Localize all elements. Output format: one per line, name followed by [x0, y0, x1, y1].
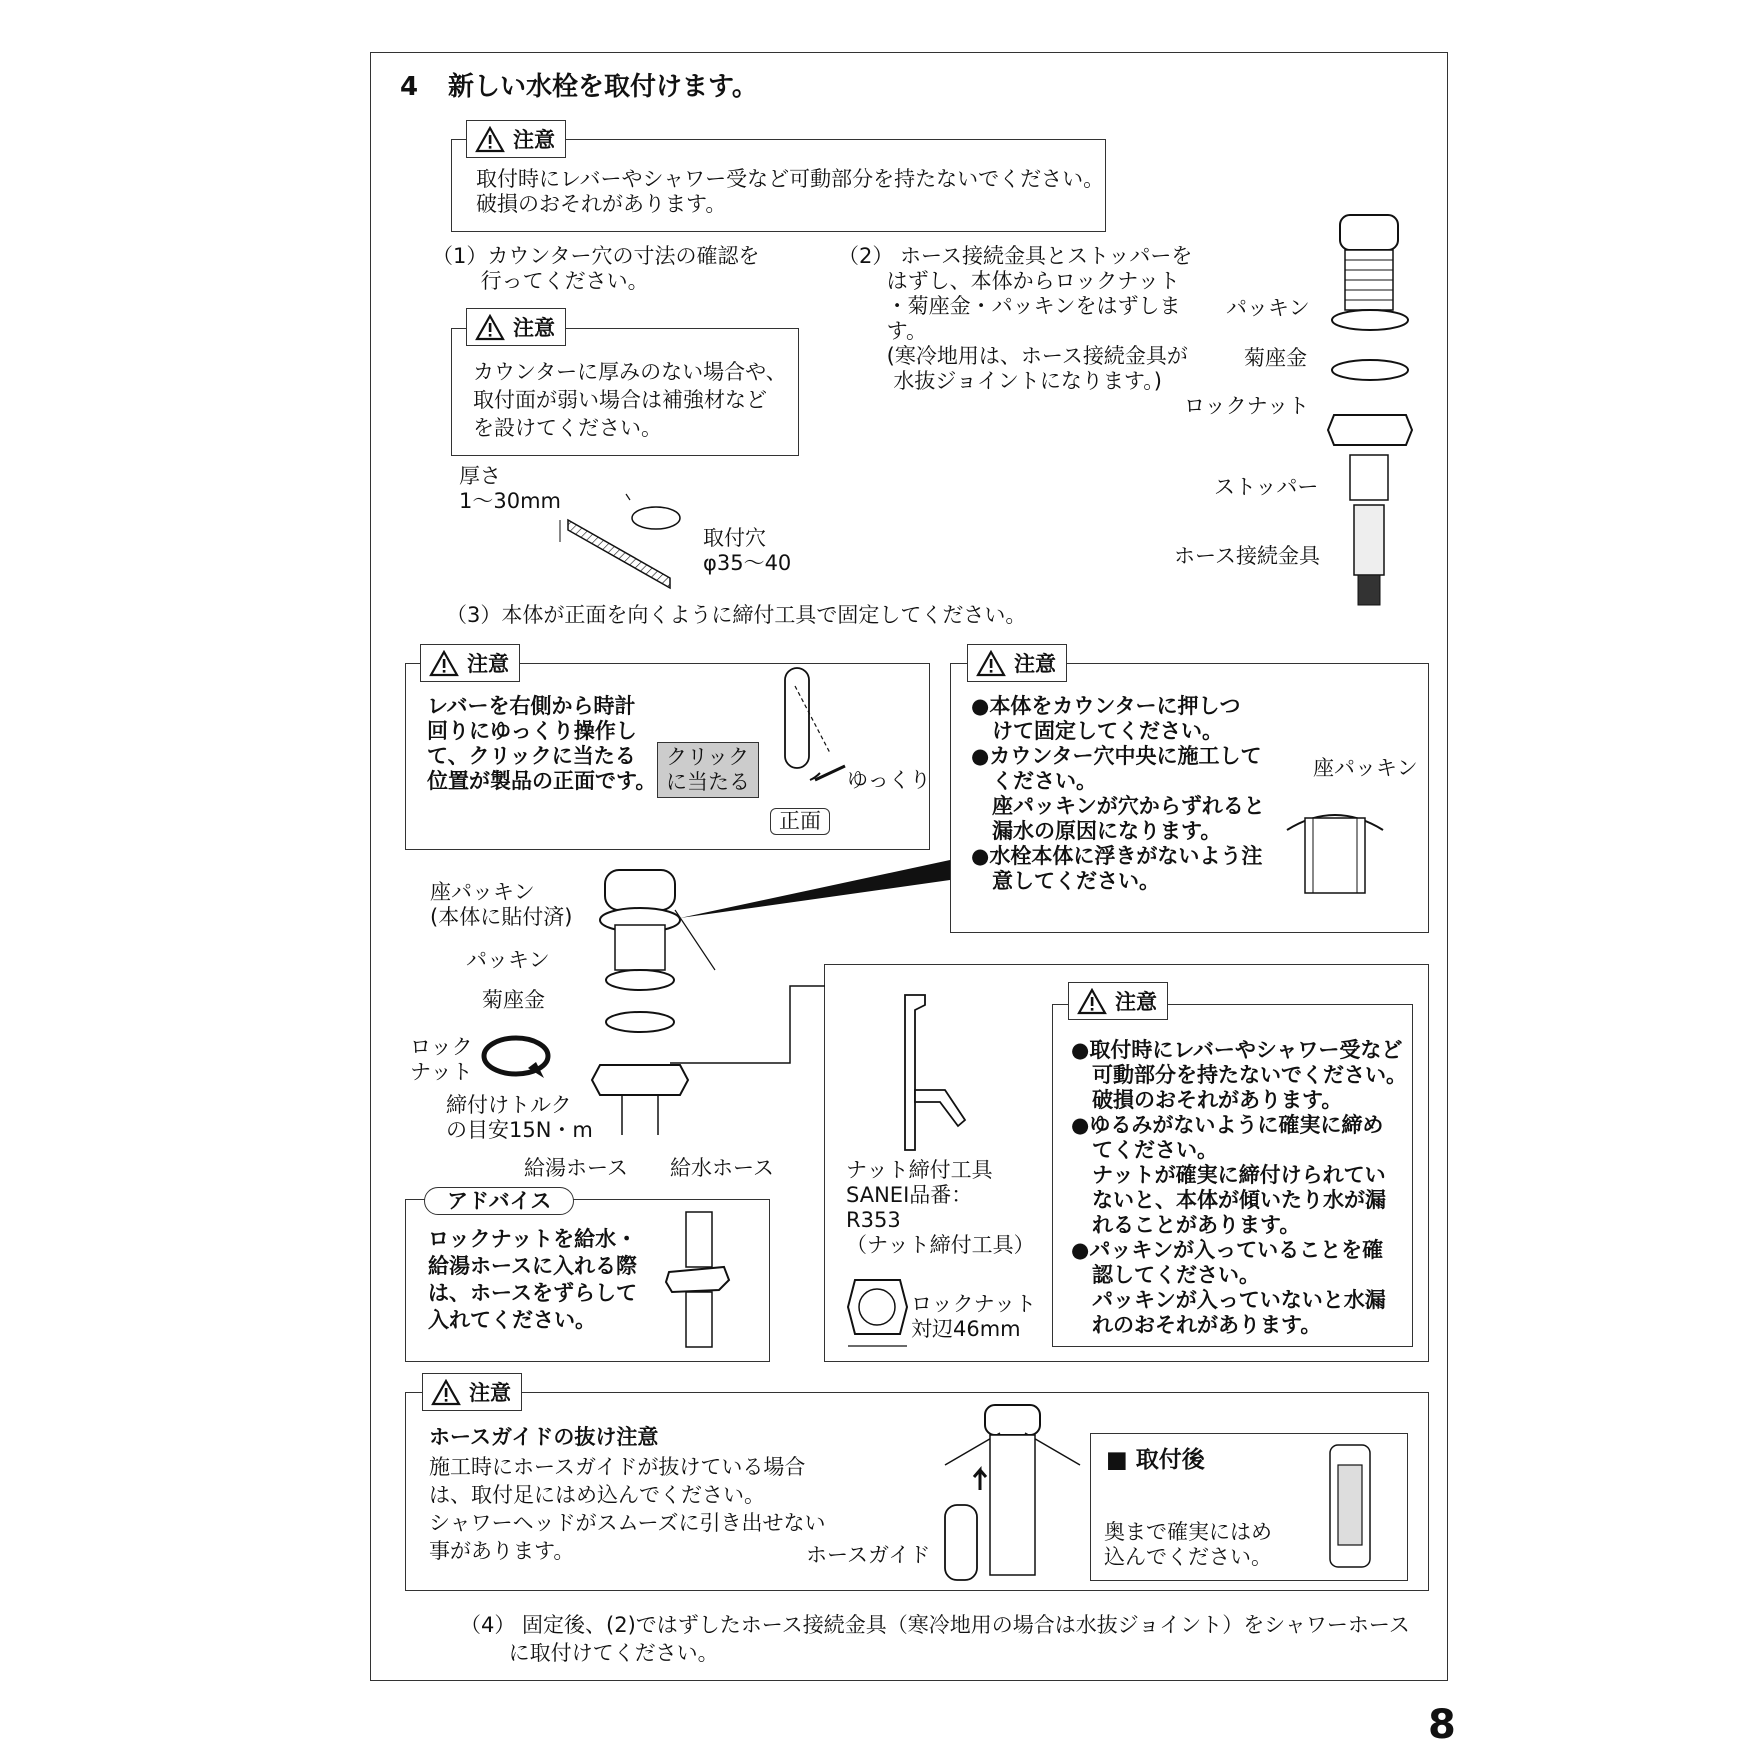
part-label-locknut: ロックナット	[1184, 394, 1310, 418]
wrench-tool-icon	[880, 990, 980, 1160]
page-number: 8	[1428, 1702, 1456, 1748]
after-install-title: ■ 取付後	[1106, 1447, 1205, 1473]
hex-nut-icon	[845, 1272, 910, 1352]
caution-body-tag	[967, 644, 1067, 682]
caution-tool-text: ●取付時にレバーやシャワー受など 可動部分を持たないでください。 破損のおそれがあります。 ●ゆるみがないように確実に締め てください。 ナットが確実に締付けられてい ないと、本体が傾いたり水が漏 れることがあります。 ●パッキンが入っていることを確 認してください。 パッキンが入っていないと水漏 れのおそれがあります。	[1071, 1038, 1407, 1337]
assembly-seat-packing-label: 座パッキン (本体に貼付済)	[430, 880, 573, 929]
caution-label: 注意	[513, 316, 555, 340]
caution-step1-tag	[466, 308, 566, 346]
cold-hose-label: 給水ホース	[670, 1156, 774, 1180]
hole-label: 取付穴 φ35〜40	[703, 526, 792, 575]
step2-text: （2） ホース接続金具とストッパーを はずし、本体からロックナット ・菊座金・パッキンをはずしま す。 (寒冷地用は、ホース接続金具が 水抜ジョイントになります。)	[838, 244, 1193, 393]
rotate-arrow-icon	[478, 1032, 558, 1084]
tool-name-label: ナット締付工具 SANEI品番： R353 （ナット締付工具）	[846, 1158, 1035, 1257]
seat-packing-label: 座パッキン	[1313, 756, 1418, 780]
hot-hose-label: 給湯ホース	[524, 1156, 628, 1180]
seat-packing-diagram	[1285, 800, 1385, 895]
warning-icon	[429, 650, 459, 677]
caution-label: 注意	[1014, 652, 1056, 676]
caution-lever-tag	[420, 644, 520, 682]
hose-guide-diagram	[940, 1405, 1085, 1585]
caution-step1-text: カウンターに厚みのない場合や、 取付面が弱い場合は補強材など を設けてください。	[473, 360, 787, 440]
counter-hole-diagram	[560, 490, 700, 600]
caution-label: 注意	[469, 1381, 511, 1405]
step1-text: （1）カウンター穴の寸法の確認を 行ってください。	[432, 244, 760, 293]
assembly-locknut-label: ロック ナット	[410, 1035, 473, 1084]
thickness-label: 厚さ 1〜30mm	[459, 464, 561, 513]
warning-icon	[475, 126, 505, 153]
part-label-packing: パッキン	[1226, 296, 1310, 320]
faucet-parts-diagram	[1320, 215, 1420, 610]
locknut-size-label: ロックナット 対辺46mm	[911, 1292, 1037, 1341]
front-label: 正面	[770, 808, 830, 835]
assembly-washer-label: 菊座金	[482, 988, 545, 1012]
caution-top-tag	[466, 120, 566, 158]
caution-top-text: 取付時にレバーやシャワー受など可動部分を持たないでください。 破損のおそれがあります。	[476, 167, 1105, 216]
hose-guide-title: ホースガイドの抜け注意	[429, 1425, 659, 1449]
section-number: 4	[400, 72, 419, 102]
after-install-text: 奥まで確実にはめ 込んでください。	[1104, 1520, 1272, 1569]
after-install-diagram	[1320, 1445, 1380, 1570]
advice-text: ロックナットを給水・ 給湯ホースに入れる際 は、ホースをずらして 入れてください。	[428, 1227, 638, 1332]
connector-line	[670, 985, 830, 1065]
caution-label: 注意	[513, 128, 555, 152]
slow-label: ゆっくり	[847, 768, 931, 792]
warning-icon	[1077, 988, 1107, 1015]
warning-icon	[976, 650, 1006, 677]
step4-text: （4） 固定後、(2)ではずしたホース接続金具（寒冷地用の場合は水抜ジョイント）をシャワーホース に取付けてください。	[460, 1613, 1410, 1665]
caution-body-text: ●本体をカウンターに押しつ けて固定してください。 ●カウンター穴中央に施工して ください。 座パッキンが穴からずれると 漏水の原因になります。 ●水栓本体に浮きがないよう注 意してください。	[971, 694, 1265, 893]
torque-label: 締付けトルク の目安15N・m	[446, 1093, 593, 1142]
advice-diagram	[664, 1212, 734, 1352]
caution-hose-guide-tag	[422, 1373, 522, 1411]
caution-label: 注意	[467, 652, 509, 676]
hose-guide-text: 施工時にホースガイドが抜けている場合 は、取付足にはめ込んでください。 シャワーヘッドがスムーズに引き出せない 事があります。	[429, 1455, 826, 1563]
warning-icon	[475, 314, 505, 341]
click-label: クリック に当たる	[657, 742, 759, 798]
caution-lever-text: レバーを右側から時計 回りにゆっくり操作し て、クリックに当たる 位置が製品の正面です。	[427, 694, 657, 793]
part-label-stopper: ストッパー	[1214, 475, 1319, 499]
step3-text: （3）本体が正面を向くように締付工具で固定してください。	[446, 603, 1027, 627]
caution-label: 注意	[1115, 990, 1157, 1014]
part-label-hose-fitting: ホース接続金具	[1174, 544, 1320, 568]
lever-diagram	[755, 668, 855, 798]
section-title: 新しい水栓を取付けます。	[448, 72, 758, 102]
caution-tool-tag	[1068, 982, 1168, 1020]
hose-guide-label: ホースガイド	[806, 1543, 931, 1567]
warning-icon	[431, 1379, 461, 1406]
assembly-packing-label: パッキン	[466, 948, 550, 972]
advice-tag: アドバイス	[424, 1187, 574, 1215]
part-label-washer: 菊座金	[1244, 346, 1307, 370]
